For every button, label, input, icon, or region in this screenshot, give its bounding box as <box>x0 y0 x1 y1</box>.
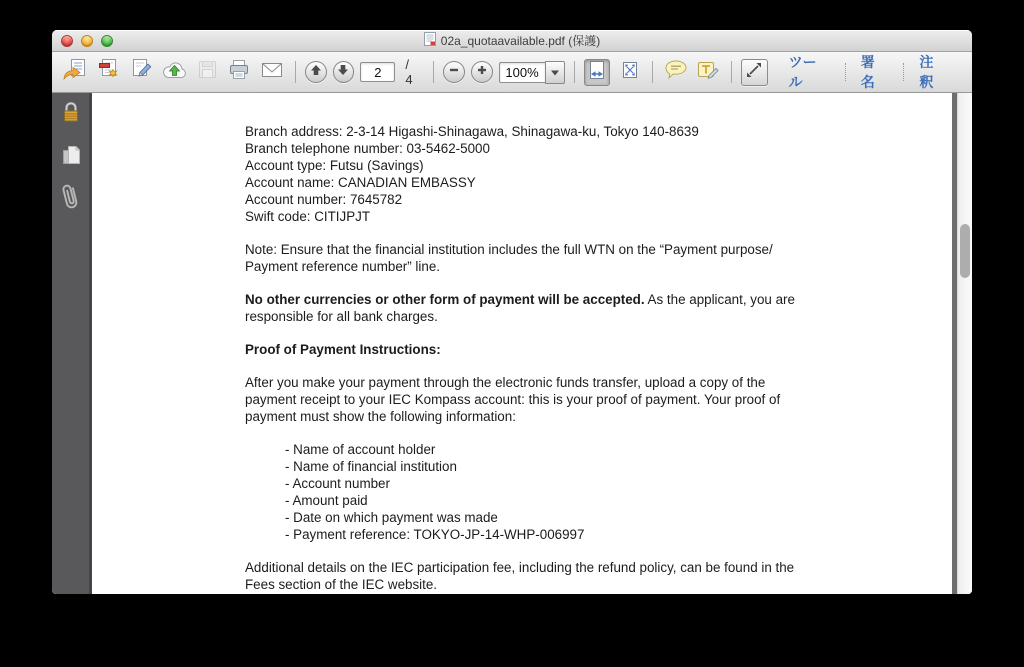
scrollbar-thumb[interactable] <box>960 224 970 278</box>
pencil-document-icon <box>129 58 153 87</box>
arrow-down-icon <box>337 63 349 81</box>
minimize-window-button[interactable] <box>81 35 93 47</box>
titlebar <box>52 30 972 52</box>
doc-line: Branch address: 2-3-14 Higashi-Shinagawa, Shinagawa-ku, Tokyo 140-8639 <box>245 124 699 139</box>
accepted-bold-text: No other currencies or other form of payment will be accepted. <box>245 292 645 307</box>
chevron-down-icon <box>551 63 559 81</box>
list-item: - Name of account holder <box>285 442 436 457</box>
doc-line: Swift code: CITIJPJT <box>245 209 371 224</box>
fit-width-icon <box>587 60 607 85</box>
doc-line: Branch telephone number: 03-5462-5000 <box>245 141 490 156</box>
toolbar-panels <box>774 52 962 92</box>
window-title-text: 02a_quotaavailable.pdf (保護) <box>440 34 601 48</box>
pdf-document-icon <box>424 32 436 49</box>
document-pane <box>92 93 972 594</box>
toolbar-separator <box>433 61 434 83</box>
page-number-input[interactable] <box>360 62 395 82</box>
doc-line: Account number: 7645782 <box>245 192 403 207</box>
toolbar-separator <box>731 61 732 83</box>
zoom-in-button[interactable] <box>471 61 493 83</box>
page-count-label: / 4 <box>405 57 413 87</box>
save-icon <box>195 58 219 87</box>
sticky-note-button[interactable] <box>662 59 689 86</box>
pdf-viewer-window <box>52 30 972 594</box>
window-title <box>424 32 600 49</box>
zoom-dropdown-button[interactable] <box>545 61 565 84</box>
content-area <box>52 93 972 594</box>
fit-width-button[interactable] <box>584 59 611 86</box>
document-text <box>245 123 952 593</box>
list-item: - Amount paid <box>285 493 368 508</box>
note-paragraph <box>245 241 952 275</box>
close-window-button[interactable] <box>61 35 73 47</box>
payment-info-list <box>245 441 952 543</box>
attachments-button[interactable] <box>56 184 86 214</box>
zoom-level-input[interactable] <box>499 62 545 83</box>
create-pdf-icon <box>96 58 120 87</box>
doc-line: Payment reference number” line. <box>245 259 441 274</box>
comment-panel-button[interactable]: 注釈 <box>919 54 934 90</box>
email-icon <box>259 58 285 87</box>
fit-page-button[interactable] <box>616 59 643 86</box>
cloud-upload-icon <box>161 58 187 87</box>
list-item: - Payment reference: TOKYO-JP-14-WHP-006997 <box>285 527 585 542</box>
text-sign-button[interactable] <box>695 59 722 86</box>
next-page-button[interactable] <box>333 61 355 83</box>
doc-line: Account type: Futsu (Savings) <box>245 158 424 173</box>
bank-details-block <box>245 123 952 225</box>
save-button[interactable] <box>193 59 220 86</box>
cloud-upload-button[interactable] <box>160 59 187 86</box>
pdf-page[interactable] <box>92 93 952 594</box>
accepted-rest-text: As the applicant, you are <box>644 292 795 307</box>
vertical-scrollbar[interactable] <box>957 93 972 594</box>
toolbar-separator <box>652 61 653 83</box>
doc-line <box>245 291 952 308</box>
email-button[interactable] <box>259 59 286 86</box>
pages-icon <box>59 143 83 172</box>
list-item: - Name of financial institution <box>285 459 457 474</box>
navigation-sidebar <box>52 93 92 594</box>
instructions-paragraph <box>245 374 952 425</box>
accepted-paragraph <box>245 291 952 325</box>
zoom-window-button[interactable] <box>101 35 113 47</box>
toolbar-separator <box>574 61 575 83</box>
lock-icon <box>61 100 81 130</box>
previous-page-button[interactable] <box>305 61 327 83</box>
footer-paragraph <box>245 559 952 593</box>
doc-line: After you make your payment through the electronic funds transfer, upload a copy of the <box>245 375 766 390</box>
traffic-lights <box>61 30 113 51</box>
paperclip-icon <box>59 182 83 217</box>
toolbar <box>52 52 972 93</box>
fit-page-icon <box>620 60 640 85</box>
page-thumbnails-button[interactable] <box>56 142 86 172</box>
print-button[interactable] <box>226 59 253 86</box>
security-settings-button[interactable] <box>56 100 86 130</box>
fullscreen-button[interactable] <box>741 59 768 86</box>
list-item: - Account number <box>285 476 390 491</box>
zoom-control <box>499 61 565 84</box>
sign-panel-button[interactable]: 署名 <box>860 54 875 90</box>
doc-line: Fees section of the IEC website. <box>245 577 438 592</box>
sign-text-icon <box>696 59 720 86</box>
doc-line: payment must show the following information: <box>245 409 516 424</box>
open-file-button[interactable] <box>62 59 89 86</box>
doc-line: Note: Ensure that the financial institution includes the full WTN on the “Payment purpose/ <box>245 242 773 257</box>
minus-icon <box>448 63 460 81</box>
toolbar-separator <box>295 61 296 83</box>
arrow-up-icon <box>310 63 322 81</box>
proof-heading: Proof of Payment Instructions: <box>245 342 441 357</box>
expand-arrows-icon <box>745 61 763 84</box>
doc-line: Account name: CANADIAN EMBASSY <box>245 175 476 190</box>
plus-icon <box>476 63 488 81</box>
doc-line: responsible for all bank charges. <box>245 309 438 324</box>
create-pdf-button[interactable] <box>95 59 122 86</box>
printer-icon <box>226 58 252 87</box>
speech-bubble-icon <box>664 59 688 86</box>
open-file-icon <box>62 58 88 87</box>
zoom-out-button[interactable] <box>443 61 465 83</box>
fill-sign-button[interactable] <box>128 59 155 86</box>
list-item: - Date on which payment was made <box>285 510 498 525</box>
tools-panel-button[interactable]: ツール <box>788 54 817 90</box>
doc-line: Additional details on the IEC participation fee, including the refund policy, can be found in the <box>245 560 795 575</box>
doc-line: payment receipt to your IEC Kompass account: this is your proof of payment. Your proof of <box>245 392 781 407</box>
